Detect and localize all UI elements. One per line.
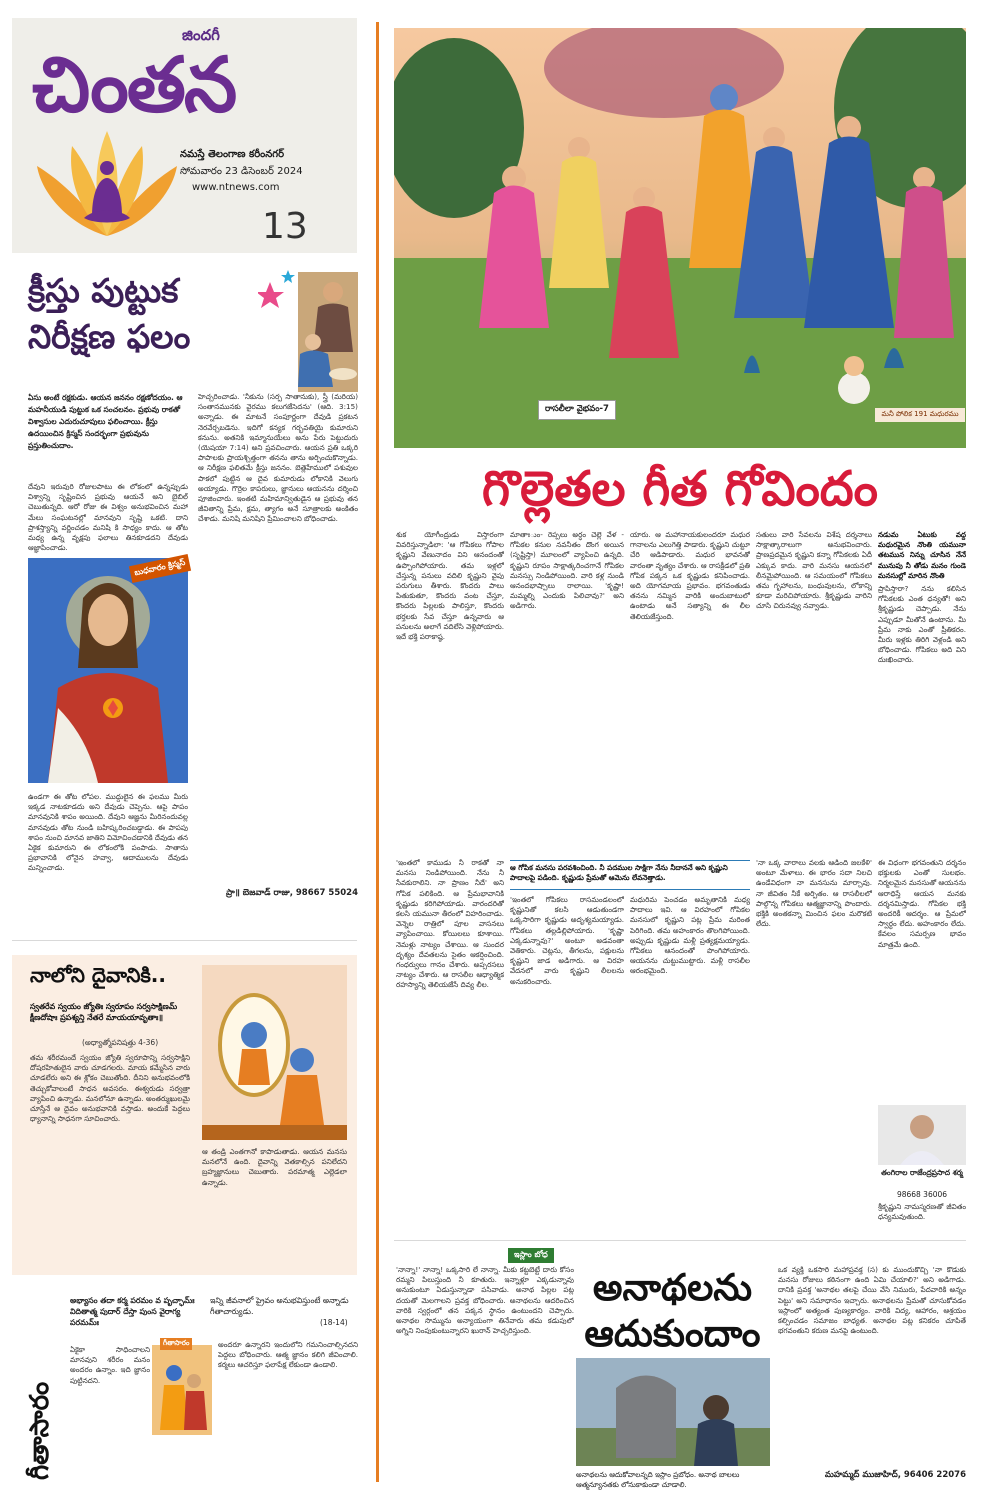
gita-sloka: అభ్యాసం తదా కర్మ పరమం వ పృచ్ఛామ్ః విదితాత్మ పుదార్ దేస్తా పుంస వైరాగ్య పరమమ్ః — [70, 1296, 195, 1327]
christmas-paragraph: హెచ్చరించాడు. 'నీకును (సర్ప సాతానుకు), స్త్రీ (మరియ) సంతానమునకు వైరము కలుగజేసెదను' (ఆది. 3:15) అన్నాడు. ఈ మాటనే సంపూర్ణంగా దేవుడి ప్రకటన నెరవేర్చబడెను. ఇదిగో కన్యక గర్భవతియై కుమారుని కనును. అతనికి ఇమ్మానుయేలు అను పేరు పెట్టుదురు (యెషయా 7:14) అని ప్రవచించారు. ఆయన ప్రతి ఒక్కరి పాపాలకు ప్రాయశ్చిత్తంగా తనను తాను అర్పించుకొన్నాడు. ఆ నిరీక్షణ ఫలితమే క్రీస్తు జననం. బెత్లెహేములో పశువుల పాకలో పుట్టిన ఆ దైవ కుమారుడు లోకానికి వెలుగు అయ్యాడు. గొర్రెల కాపరులు, జ్ఞానులు ఆయనను దర్శించి పూజించారు. ఇంతటి మహిమాన్వితుడైన ఆ ప్రభువు తన జీవితాన్ని ప్రేమ, క్షమ, త్యాగం అనే సూత్రాలకు అంకితం చేశాడు. మనిషి మనిషిని ప్రేమించాలని బోధించాడు. — [198, 392, 358, 524]
gita-paragraph: అందరూ ఉన్నారని ఇందులోని గమనించాల్సినదని పెద్దలు బోధించారు. ఆత్మ జ్ఞానం కలిగి జీవించాలి. కర్మలు ఆచరిస్తూ ఫలాపేక్ష లేకుండా ఉండాలి. — [218, 1340, 358, 1370]
christmas-signature: ప్రా॥ బెజవాడ్ రాజు, 98667 55024 — [225, 888, 358, 898]
nalo-paragraph: ఆ తండ్రి ఎంతగానో కాపాడుతాడు. ఆయన మనసు మనలోనే ఉంది. దైవాన్ని వెతకాల్సిన పనిలేదని బ్రహ్మజ్ఞానులు చెబుతారు. పరమాత్మ ఎల్లెడలా ఉన్నాడు. — [202, 1147, 347, 1187]
rasaleela-col2b — [510, 895, 624, 1232]
gita-body-col2 — [218, 1340, 358, 1490]
christmas-headline-line2: నిరీక్షణ ఫలం — [28, 317, 191, 356]
rasaleela-pull-quote: ఆ గోపిక మనసు పరవశించింది. నీ పదముల సాక్షిగా నేను నీదాననే అని కృష్ణుని పాదాలపై పడింది. కృష్ణుడు ప్రేమతో ఆమెను లేవనెత్తాడు. — [510, 860, 750, 890]
newspaper-name: నమస్తే తెలంగాణ కరీంనగర్ — [180, 149, 284, 160]
nalo-sloka: స్వతరేవ స్వయం జ్యోతిః స్వరూపం సర్వసాక్షిణమ్‌ క్షీణదోషాః ప్రపశ్యన్తి నేతరే మాయయావృతాః॥ — [30, 1002, 178, 1022]
rasaleela-part-tag: మనీ పోలిక 191 మధురము — [875, 408, 965, 422]
gita-tag: గీతాసారం — [160, 1338, 192, 1350]
gita-paragraph: ఏకైకా సాధించాలని మానవుని శరీరం మనం అందరం ఉన్నాం. ఇది జ్ఞానం పుట్టినదని. — [70, 1345, 150, 1385]
rasaleela-paragraph: శ్రీకృష్ణుని నామస్మరణతో జీవితం ధన్యమవుతుంది. — [878, 1202, 966, 1222]
anathalu-col2 — [778, 1265, 966, 1460]
anathalu-paragraph: 'నాన్నా!' నాన్నా! ఒక్కసారి లే నాన్నా. మీకు కట్టబెట్టే దారు కోసం రమ్మని పిలుస్తుంది నీ కూతురు. ఇన్నాళ్లూ ఎక్కడున్నావు అనుకుంటూ ఏడుస్తున్నాడా పసివాడు. అనాథ పిల్లల పట్ల దయతో మెలగాలని ప్రవక్త బోధించారు. అనాథలను ఆదరించిన వారికి స్వర్గంలో తన పక్కన స్థానం ఉంటుందని చెప్పారు. అనాథల సొమ్మును అన్యాయంగా తినేవారు తమ కడుపులో అగ్నిని నింపుకుంటున్నారని ఖురాన్ హెచ్చరిస్తుంది. — [396, 1265, 574, 1336]
nalo-reference: (అధ్యాత్మోపనిషత్తు 4-36) — [82, 1038, 159, 1047]
section-border — [376, 22, 379, 1482]
rasaleela-paragraph: శుక యోగీంద్రుడు విస్తారంగా వివరిస్తున్నాడిలా: 'ఆ గోపికలు గోపాల కృష్ణుని వేణునాదం విని ఆనందంతో ఉప్పొంగిపోయారు. తమ ఇళ్లలో చేస్తున్న పనులు వదిలి కృష్ణుని వైపు పరుగులు తీశారు. కొందరు పాలు పితుకుతూ, కొందరు వంట చేస్తూ, కొందరు పిల్లలకు పాలిస్తూ, కొందరు భర్తలకు సేవ చేస్తూ ఉన్నవారు ఆ పనులను అలాగే వదిలేసి వెళ్లిపోయారు. ఇదే భక్తి పరాకాష్ఠ. — [396, 530, 504, 642]
website-url[interactable]: www.ntnews.com — [192, 182, 280, 193]
rasaleela-paragraph: యారు. ఆ మహానాయకులందరూ మధుర గానాలను ఎలుగెత్తి పాడారు. కృష్ణుని చుట్టూ చేరి ఆడిపాడారు. మధుర భావనతో వారంతా నృత్యం చేశారు. ఆ రాసక్రీడలో ప్రతి గోపిక పక్కన ఒక కృష్ణుడు కనిపించాడు. అది యోగమాయ ప్రభావం. భగవంతుడు తనను నమ్మిన వారికి అందుబాటులో ఉంటాడు అనే సత్యాన్ని ఈ లీల తెలియజేస్తుంది. — [630, 530, 750, 621]
rasaleela-col1b — [396, 858, 504, 1233]
rasaleela-headline: గొల్లెతల గీత గోవిందం — [481, 461, 879, 517]
rasaleela-series-tag: రాసలీలా వైభవం-7 — [538, 400, 616, 420]
rasaleela-col5c — [878, 1202, 966, 1240]
rasaleela-col2 — [510, 530, 624, 855]
divider — [394, 1240, 966, 1241]
rasaleela-paragraph: ప్రాపిస్తారా? నను కలిసిన గోపికలకు ఎంత ధన్యతో! అని శ్రీకృష్ణుడు చెప్పాడు. నేను ఎప్పుడూ మీతోనే ఉంటాను. మీ ప్రేమ నాకు ఎంతో ప్రీతికరం. మీరు ఇళ్లకు తిరిగి వెళ్లండి అని బోధించాడు. గోపికలు అది విని దుఃఖించారు. — [878, 584, 966, 665]
divider — [12, 940, 357, 941]
rasaleela-paragraph: 'నా ఒక్క వారాలు వలకు ఆడింది జలకేళి' అంటూ మేళాలు. ఈ భారం సదా నిలచి ఉండేవిధంగా నా మనసును మార్చావు. నా జీవితం నీకే అర్పితం. ఆ రాసలీలలో పాల్గొన్న గోపికలు ఆత్మజ్ఞానాన్ని పొందారు. భక్తికి అంతకన్నా మించిన ఫలం మరొకటి లేదు. — [756, 858, 872, 929]
krishna-arjuna-image — [152, 1345, 212, 1435]
author-phone: 98668 36006 — [896, 1190, 948, 1199]
nalo-body-col1 — [30, 1053, 190, 1267]
anathalu-headline-line1: అనాథలను — [592, 1266, 753, 1309]
anathalu-headline — [575, 1265, 770, 1357]
christmas-paragraph: దేవుని ఇరువురి రోజులపాటు ఈ లోకంలో ఉన్నప్పుడు విశ్వాన్ని సృష్టించిన ప్రభువు ఆయనే అని బైబిల్ చెబుతున్నది. ఆరో రోజు ఈ విశ్వం అనుభవించిన మహా మేలు సంఘటనల్లో మానవుని సృష్టి ఒకటి. దాని ప్రాశస్త్యాన్ని వర్ణించడం మనిషి కి సాధ్యం కాదు. ఆ తోట మధ్య ఉన్న వృక్షపు ఫలాలు తినకూడదని దేవుడు ఆజ్ఞాపించాడు. — [28, 482, 188, 553]
rasaleela-verse: నడుమ ఏటుకు వద్ద మధురమైన నొంతి యమునా తటమున నిన్ను చూసిన నేనే మునుపు నీ తోడు మనం గుండె మనసుల్లో మారిన నొంతి — [878, 530, 966, 580]
christmas-headline — [28, 268, 238, 360]
nalo-headline: నాలోని దైవానికి.. — [30, 963, 166, 987]
rasaleela-paragraph: 'ఇంతలో కాముడు నీ రాకతో నా మనసు నిండిపోయింది. నేను నీ సేవకురాలిని. నా ప్రాణం నీదే' అని గోపిక పలికింది. ఆ ప్రేమభావానికి కృష్ణుడు కరిగిపోయాడు. వారందరితో కలసి యమునా తీరంలో విహరించాడు. వెన్నెల రాత్రిలో పూల వాసనలు వ్యాపించాయి. కోయిలలు కూశాయి. నెమళ్లు నాట్యం చేశాయి. ఆ సుందర దృశ్యం దేవతలను సైతం ఆకర్షించింది. గంధర్వులు గానం చేశారు. అప్సరసలు నాట్యం చేశారు. ఆ రాసలీల ఆధ్యాత్మిక రహస్యాన్ని తెలియజేసే దివ్య లీల. — [396, 858, 504, 990]
rasaleela-col4 — [756, 530, 872, 855]
rasaleela-col4b — [756, 858, 872, 1233]
rasaleela-paragraph: 'ఇంతలో గోపికలు రాసమండలంలో కృష్ణునితో కలసి ఆడుతుండగా ఒక్కసారిగా కృష్ణుడు అదృశ్యమయ్యాడు. గోపికలు తల్లడిల్లిపోయారు. 'కృష్ణా ఎక్కడున్నావు?' అంటూ అడవంతా వెతికారు. చెట్లను, తీగలను, పక్షులను కృష్ణుని జాడ అడిగారు. ఆ విరహ వేదనలో వారు కృష్ణుని లీలలను అనుకరించారు. — [510, 895, 624, 986]
lotus-meditation-icon — [32, 126, 182, 246]
rasaleela-col3b — [630, 895, 750, 1232]
islam-bodha-tag: ఇస్లాం బోధ — [508, 1248, 554, 1263]
nalo-body-col2 — [202, 1147, 347, 1267]
rasaleela-col5 — [878, 530, 966, 855]
christmas-intro: ఏసు అంటే రక్షకుడు. ఆయన జననం రక్షణోదయం. ఆ మహనీయుడి పుట్టుక ఒక సంచలనం. ప్రభువు రాకతో విశ్వాసుల ఎదురుచూపులు ఫలించాయి. క్రీస్తు ఉదయించిన క్రిస్మస్ సందర్భంగా ప్రభువును ప్రస్తుతించుదాం. — [28, 393, 183, 450]
edition-date: సోమవారం 23 డిసెంబర్ 2024 — [180, 166, 303, 177]
author-name: తంగిరాల రాజేంద్రప్రసాద శర్మ — [881, 1168, 963, 1177]
gita-saram-vertical-title — [18, 1290, 63, 1490]
gita-sloka-meaning: ఇన్ని జీవనాలో ప్రైవం అనుభవిస్తుంటే అన్నాడు గీతాచార్యుడు. — [210, 1296, 349, 1316]
christmas-tag: బుధవారం క్రిస్మస్ — [129, 554, 191, 583]
christmas-paragraph: ఉండగా ఈ తోట లోపల. ముద్దులైన ఈ ఫలము మీరు ఇక్కడ నాటకూడదు అని దేవుడు చెప్పెను. ఆపై పాపం మానవునికి శాపం అయింది. దేవుని ఆజ్ఞను మీరినందువల్ల మానవుడు తోట నుండి బహిష్కరించబడ్డాడు. ఈ పాపపు శాపం నుంచి మానవ జాతిని విమోచించడానికి దేవుడు తన ఏకైక కుమారుని ఈ లోకంలోకి పంపాడు. సాతాను ప్రభావానికి లోనైన హవ్వా, ఆదాములను దేవుడు మన్నించాడు. — [28, 792, 188, 873]
page-number: 13 — [262, 206, 308, 247]
rasaleela-paragraph: మధురిమ పెంచడం అమృతానికి మధ్య పాదాలు ఇవి. ఆ విరహంలో గోపికల మనసులో కృష్ణుని పట్ల ప్రేమ మరింత పెరిగింది. తమ అహంకారం తొలగిపోయింది. అప్పుడు కృష్ణుడు మళ్లీ ప్రత్యక్షమయ్యాడు. గోపికలు ఆనందంతో పొంగిపోయారు. ఆయనను చుట్టుముట్టారు. మళ్లీ రాసలీల ఆరంభమైంది. — [630, 895, 750, 976]
christmas-headline-line1: క్రీస్తు పుట్టుక — [28, 271, 179, 310]
anathalu-headline-line2: ఆదుకుందాం — [584, 1312, 761, 1355]
christmas-body-col2 — [198, 392, 358, 854]
deity-mirror-image — [202, 965, 347, 1140]
christmas-body-col1b — [28, 792, 188, 920]
rasaleela-paragraph: సతులు వారి సేవలను విశేష దర్శనాలు సాక్షాత్కారాలుగా అనుభవించారు. ప్రాణప్రదమైన కృష్ణుని కన్నా గోపికలకు ఏదీ ఎక్కువ కాదు. వారి మనసు ఆయనలో లీనమైపోయింది. ఆ సమయంలో గోపికలు తమ గృహాలను, బంధువులను, లోకాన్ని కూడా మరిచిపోయారు. శ్రీకృష్ణుడు వారిని చూసి చిరునవ్వు నవ్వాడు. — [756, 530, 872, 611]
rasaleela-paragraph: ఈ విధంగా భగవంతుని దర్శనం భక్తులకు ఎంతో సులభం. నిర్మలమైన మనసుతో ఆయనను ఆరాధిస్తే ఆయన మనకు దర్శనమిస్తాడు. గోపికల భక్తి అందరికీ ఆదర్శం. ఆ ప్రేమలో స్వార్థం లేదు. అహంకారం లేదు. కేవలం సమర్పణ భావం మాత్రమే ఉంది. — [878, 858, 966, 949]
gita-reference: (18-14) — [320, 1318, 348, 1327]
nativity-scene-image — [258, 262, 358, 392]
masthead-kicker: జిందగీ — [182, 26, 220, 44]
anathalu-signature: మహమ్మద్ ముజాహిద్, 96406 22076 — [824, 1470, 966, 1480]
masthead — [12, 18, 357, 253]
rasaleela-paragraph: మాతాఃుం- రెప్పలు అర్ధం చెల్లె వేళ - గోపికల కనుల నవనీతం దొంగ అయిన (సృష్టిస్తా) మూలంలో వ్యాపించి ఉన్నది. కృష్ణుని రూపం సాక్షాత్కరించగానే గోపికల మనస్సు నిండిపోయింది. వారి కళ్ల నుండి ఆనందభాష్పాలు రాలాయి. 'కృష్ణా! మమ్మల్ని ఎందుకు పిలిచావు?' అని అడిగారు. — [510, 530, 624, 611]
anathalu-caption: అనాథలను ఆదుకోవాలన్నది ఇస్లాం ప్రబోధం. అనాథ బాలలు ఆత్మన్యూనతకు లోనుకాకుండా చూడాలి. — [576, 1470, 740, 1489]
rasaleela-col1 — [396, 530, 504, 855]
rasaleela-col3 — [630, 530, 750, 855]
anathalu-col1 — [396, 1265, 574, 1490]
rasaleela-col5b — [878, 858, 966, 1098]
nalo-paragraph: తమ శరీరమందే స్వయం జ్యోతి స్వరూపాన్ని సర్వసాక్షిని దోషరహితులైన వారు చూడగలరు. మాయ కమ్మేసిన వారు చూడలేరు అని ఈ శ్లోకం చెబుతోంది. దీనిని అనుభవంలోకి తెచ్చుకోవాలంటే సాధన అవసరం. ఈశ్వరుడు సర్వత్రా వ్యాపించి ఉన్నాడు. మనలోనూ ఉన్నాడు. అంతర్ముఖులమై చూస్తేనే ఆ దైవం అనుభవానికి వస్తాడు. అందుకే పెద్దలు ధ్యానాన్ని సాధనగా సూచించారు. — [30, 1053, 190, 1124]
orphan-grave-image — [576, 1358, 770, 1466]
anathalu-paragraph: ఒక వ్యక్తి ఒకసారి మహాప్రవక్త (స) కు ముందుకొచ్చి 'నా కొడుకు మనసు రోజులు కఠినంగా ఉంది ఏమి చేయాలి?' అని అడిగాడు. దానికి ప్రవక్త 'అనాథల తలపై చేయి వేసి నిమురు, పేదవారికి అన్నం పెట్టు' అని సమాధానం ఇచ్చారు. అనాథలను ప్రేమతో చూసుకోవడం ఇస్లాంలో అత్యంత పుణ్యకార్యం. వారికి విద్య, ఆహారం, ఆశ్రయం కల్పించడం సమాజం బాధ్యత. అనాథల పట్ల కనికరం చూపితే భగవంతుని కరుణ మనపై ఉంటుంది. — [778, 1265, 966, 1336]
nalo-daivaniki-box — [12, 955, 357, 1275]
section-brand-title: చింతన — [32, 40, 236, 129]
rasaleela-painting-image — [394, 28, 966, 448]
author-photo — [878, 1105, 966, 1165]
jesus-portrait-image — [28, 558, 188, 783]
gita-body-col1 — [70, 1345, 150, 1490]
side-title-text: గీతాసారం — [25, 1381, 55, 1480]
